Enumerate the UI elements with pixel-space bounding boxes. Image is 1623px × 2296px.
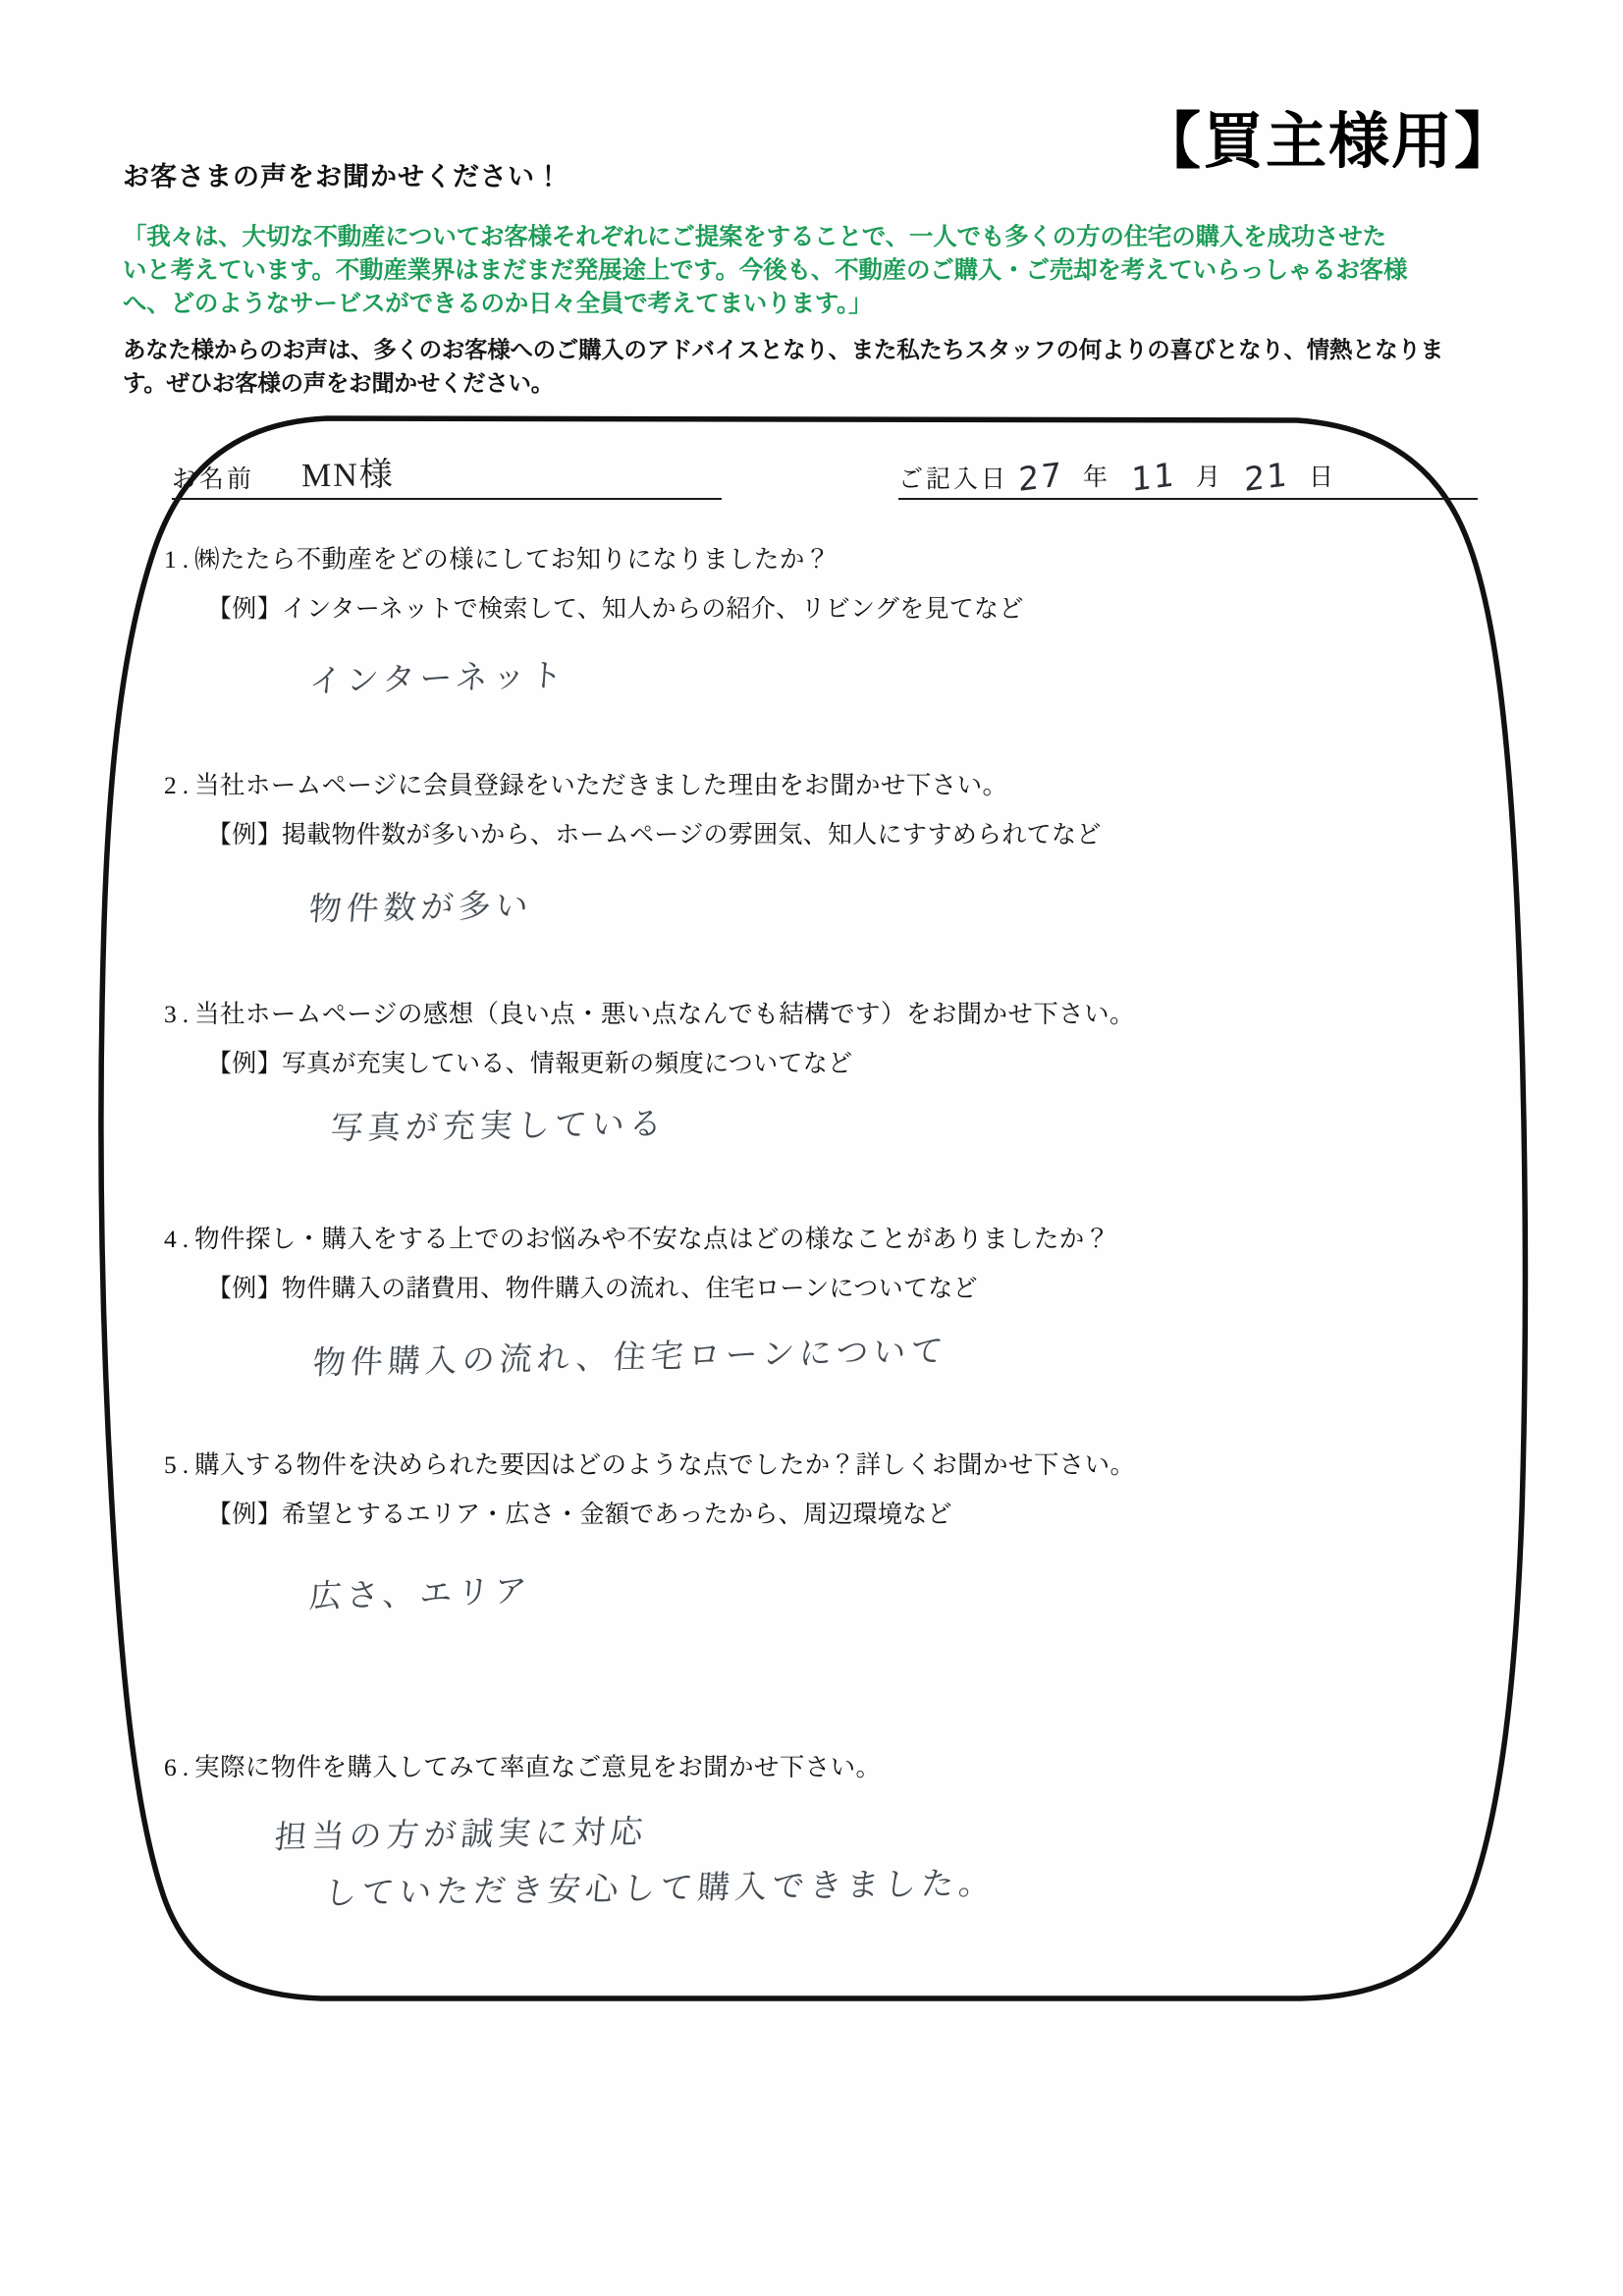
date-day-value: 21 — [1243, 455, 1290, 499]
date-year-unit: 年 — [1083, 465, 1109, 491]
question-2-answer — [307, 880, 535, 930]
date-field[interactable] — [898, 457, 1478, 500]
audience-badge: 【買主様用】 — [1139, 105, 1517, 177]
date-field-label: ご記入日 — [898, 466, 1009, 493]
name-field-label: お名前 — [172, 466, 255, 493]
page-title: お客さまの声をお聞かせください！ — [123, 162, 563, 192]
question-4-title — [164, 1220, 1480, 1255]
question-6-answer — [267, 1797, 1003, 1922]
date-day-segment — [1234, 455, 1347, 499]
mission-line-3: へ、どのようなサービスができるのか日々全員で考えてまいります。」 — [123, 288, 873, 317]
date-year-value: 27 — [1017, 455, 1064, 499]
question-1-example: 【例】インターネットで検索して、知人からの紹介、リビングを見てなど — [207, 596, 1024, 623]
question-3-answer-line-1: 写真が充実している — [329, 1104, 668, 1148]
question-1-title — [164, 540, 1480, 575]
question-1-answer-line-1: インターネット — [307, 655, 569, 701]
question-4-answer — [311, 1326, 949, 1384]
question-4-text: 物件探し・購入をする上でのお悩みや不安な点はどの様なことがありましたか？ — [194, 1225, 1110, 1253]
question-3-answer — [330, 1098, 669, 1149]
question-5-text: 購入する物件を決められた要因はどのような点でしたか？詳しくお聞かせ下さい。 — [194, 1450, 1136, 1479]
identity-row — [172, 457, 1478, 516]
question-6-number: 6. — [164, 1753, 195, 1781]
question-5-answer-line-1: 広さ、エリア — [307, 1570, 533, 1616]
question-2-example: 【例】掲載物件数が多いから、ホームページの雰囲気、知人にすすめられてなど — [207, 822, 1102, 848]
question-3 — [164, 995, 1480, 1148]
question-2-answer-line-1: 物件数が多い — [307, 885, 535, 929]
question-5-answer — [308, 1565, 533, 1617]
date-day-unit: 日 — [1309, 465, 1334, 491]
question-6 — [164, 1748, 1480, 1912]
question-3-title — [164, 995, 1480, 1030]
question-5-example: 【例】希望とするエリア・広さ・金額であったから、周辺環境など — [207, 1502, 952, 1528]
closing-line-1: あなた様からのお声は、多くのお客様へのご購入のアドバイスとなり、また私たちスタッフの何よりの喜びとなり、情熱となりま — [123, 336, 1443, 364]
question-2-text: 当社ホームページに会員登録をいただきました理由をお聞かせ下さい。 — [194, 771, 1008, 799]
question-5-title — [164, 1446, 1480, 1481]
question-4-number: 4. — [164, 1225, 195, 1253]
question-2-number: 2. — [164, 771, 195, 799]
page-header — [123, 105, 1517, 401]
question-6-title — [164, 1748, 1480, 1783]
question-3-text: 当社ホームページの感想（良い点・悪い点なんでも結構です）をお聞かせ下さい。 — [194, 1000, 1135, 1028]
question-1-answer — [308, 650, 569, 703]
question-6-text: 実際に物件を購入してみて率直なご意見をお聞かせ下さい。 — [194, 1753, 882, 1781]
question-4-example: 【例】物件購入の諸費用、物件購入の流れ、住宅ローンについてなど — [207, 1276, 978, 1302]
question-1 — [164, 540, 1480, 701]
mission-line-2: いと考えています。不動産業界はまだまだ発展途上です。今後も、不動産のご購入・ご売却を考えていらっしゃるお客様 — [123, 254, 1408, 284]
closing-statement — [123, 333, 1517, 400]
question-5 — [164, 1446, 1480, 1616]
closing-line-2: す。ぜひお客様の声をお聞かせください。 — [123, 369, 554, 398]
question-4 — [164, 1220, 1480, 1383]
question-2 — [164, 766, 1480, 929]
date-month-value: 11 — [1130, 455, 1177, 499]
question-6-answer-line-1: 担当の方が誠実に対応 — [272, 1811, 650, 1856]
date-month-segment — [1121, 455, 1234, 499]
question-1-number: 1. — [164, 545, 195, 574]
question-4-answer-line-1: 物件購入の流れ、住宅ローンについて — [311, 1331, 949, 1383]
question-3-number: 3. — [164, 1000, 195, 1028]
question-5-number: 5. — [164, 1450, 195, 1479]
question-1-text: ㈱たたら不動産をどの様にしてお知りになりましたか？ — [194, 545, 831, 574]
date-year-segment — [1008, 455, 1121, 499]
name-field-value: MN様 — [300, 457, 396, 495]
header-title-row — [123, 105, 1517, 216]
mission-statement — [123, 220, 1517, 319]
date-month-unit: 月 — [1196, 465, 1221, 491]
question-6-answer-line-2: していただき安心して購入できました。 — [322, 1863, 999, 1912]
question-2-title — [164, 766, 1480, 801]
form-body — [93, 412, 1532, 2003]
question-3-example: 【例】写真が充実している、情報更新の頻度についてなど — [207, 1051, 853, 1077]
name-field[interactable] — [172, 457, 722, 500]
mission-line-1: 「我々は、大切な不動産についてお客様それぞれにご提案をすることで、一人でも多くの方の住宅の購入を成功させた — [123, 222, 1386, 250]
